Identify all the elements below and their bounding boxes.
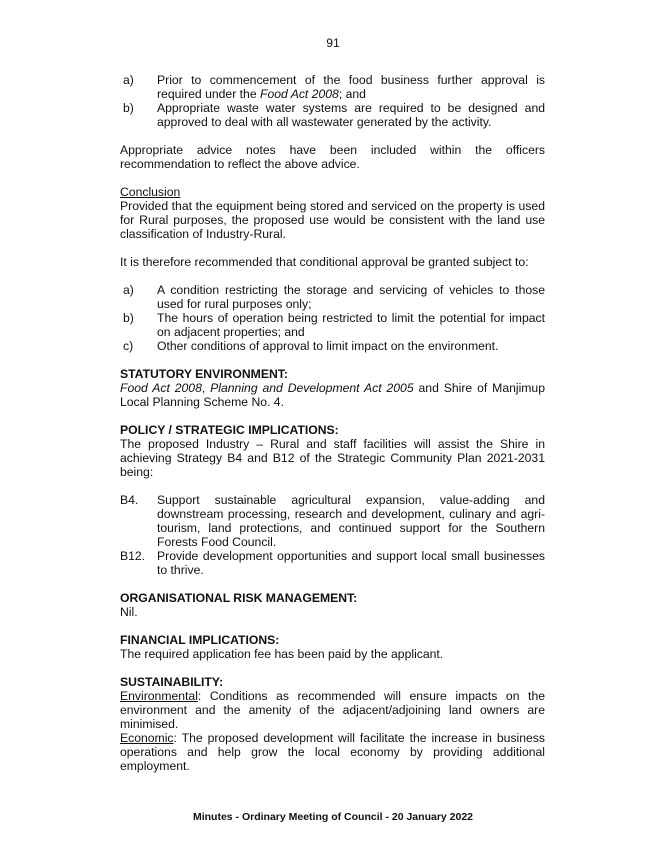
page-number: 91: [326, 36, 340, 50]
list-item: a) Prior to commencement of the food business further approval is required under the Food Act 2008; and: [123, 73, 545, 101]
statutory-text: Food Act 2008, Planning and Development Act 2005 and Shire of Manjimup Local Planning Scheme No. 4.: [120, 381, 545, 409]
environmental-text: Environmental: Conditions as recommended will ensure impacts on the environment and the amenity of the adjacent/adjoining land owners are minimised.: [120, 689, 545, 731]
risk-heading: ORGANISATIONAL RISK MANAGEMENT:: [120, 591, 358, 605]
approval-conditions-list: [120, 283, 545, 353]
list-item: b) Appropriate waste water systems are required to be designed and approved to deal with all wastewater generated by the activity.: [123, 101, 545, 129]
financial-text: The required application fee has been paid by the applicant.: [120, 647, 444, 661]
list-item: b) The hours of operation being restricted to limit the potential for impact on adjacent properties; and: [123, 311, 545, 339]
food-conditions-list: [120, 73, 545, 129]
list-item: a) A condition restricting the storage and servicing of vehicles to those used for rural purposes only;: [123, 283, 545, 311]
strategy-item: B4. Support sustainable agricultural expansion, value-adding and downstream processing, research and development, culinary and agri-tourism, land protections, and continued support for the Southern Forests Food Council.: [120, 493, 545, 549]
financial-heading: FINANCIAL IMPLICATIONS:: [120, 633, 280, 647]
advice-paragraph: Appropriate advice notes have been included within the officers recommendation to reflect the above advice.: [120, 143, 545, 171]
conclusion-text: Provided that the equipment being stored and serviced on the property is used for Rural purposes, the proposed use would be consistent with the land use classification of Industry-Rural.: [120, 199, 545, 241]
risk-text: Nil.: [120, 605, 138, 619]
recommendation-paragraph: It is therefore recommended that conditional approval be granted subject to:: [120, 255, 529, 269]
page-footer: Minutes - Ordinary Meeting of Council - 20 January 2022: [192, 811, 474, 823]
strategy-item: B12. Provide development opportunities and support local small businesses to thrive.: [120, 549, 545, 577]
economic-text: Economic: The proposed development will facilitate the increase in business operations and help grow the local economy by providing additional employment.: [120, 731, 545, 773]
policy-heading: POLICY / STRATEGIC IMPLICATIONS:: [120, 423, 339, 437]
statutory-heading: STATUTORY ENVIRONMENT:: [120, 367, 288, 381]
list-item: c) Other conditions of approval to limit impact on the environment.: [123, 339, 499, 353]
sustainability-heading: SUSTAINABILITY:: [120, 675, 224, 689]
page-content: [120, 73, 545, 773]
policy-text: The proposed Industry – Rural and staff facilities will assist the Shire in achieving Strategy B4 and B12 of the Strategic Community Plan 2021-2031 being:: [120, 437, 545, 479]
conclusion-heading: Conclusion: [120, 185, 181, 199]
